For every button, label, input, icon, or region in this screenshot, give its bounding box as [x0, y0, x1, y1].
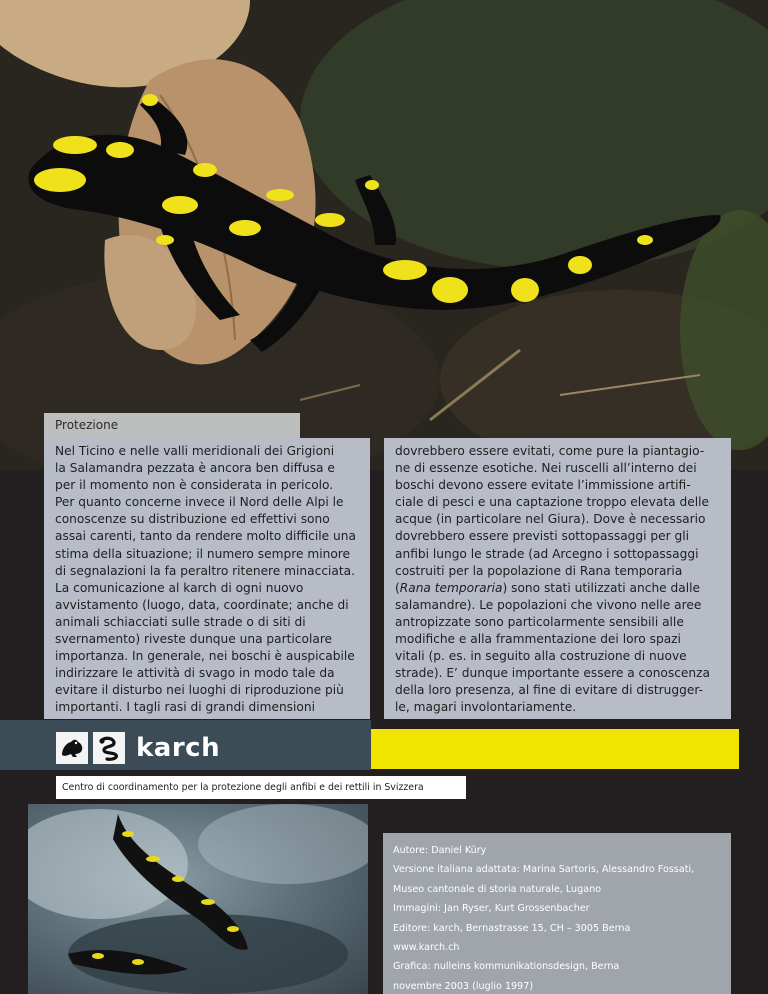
- credit-line: Versione italiana adattata: Marina Sartoris, Alessandro Fossati,: [393, 864, 695, 876]
- frog-icon: [56, 732, 88, 764]
- column-line: strade). E’ dunque importante essere a conoscenza: [395, 666, 711, 681]
- credit-line: Museo cantonale di storia naturale, Lugano: [393, 883, 602, 895]
- brand-name: karch: [136, 732, 221, 763]
- column-line: indirizzare le attività di svago in modo tale da: [55, 666, 335, 681]
- credits-panel: [383, 833, 731, 994]
- credit-line: Immagini: Jan Ryser, Kurt Grossenbacher: [393, 903, 590, 915]
- column-line: dovrebbero essere evitati, come pure la piantagio-: [395, 444, 705, 458]
- column-line: della loro presenza, al fine di evitare di distrugger-: [395, 683, 703, 698]
- column-line-italic: [395, 580, 721, 597]
- section-label: Protezione: [44, 413, 300, 438]
- column-line: Nel Ticino e nelle valli meridionali dei Grigioni: [55, 444, 335, 458]
- column-line: salamandre). Le popolazioni che vivono nelle aree: [395, 597, 702, 612]
- column-line: dovrebbero essere previsti sottopassaggi per gli: [395, 529, 690, 544]
- column-line: costruiti per la popolazione di Rana temporaria: [395, 563, 683, 578]
- column-line: le, magari involontariamente.: [395, 700, 577, 715]
- column-line: acque (in particolare nel Giura). Dove è necessario: [395, 512, 706, 527]
- column-line: ne di essenze esotiche. Nei ruscelli all’interno dei: [395, 461, 697, 476]
- credit-line: Editore: karch, Bernastrasse 15, CH – 3005 Berna: [393, 922, 631, 934]
- column-line: svernamento) riveste dunque una particolare: [55, 632, 333, 647]
- column-line: antropizzate sono particolarmente sensibili alle: [395, 614, 684, 629]
- species-name: Rana temporaria: [399, 580, 503, 595]
- salamander-photo: [0, 0, 768, 470]
- column-line: anfibi lungo le strade (ad Arcegno i sottopassaggi: [395, 546, 699, 561]
- column-line: assai carenti, tanto da rendere molto difficile una: [55, 529, 356, 544]
- column-line: importanti. I tagli rasi di grandi dimensioni: [55, 700, 315, 715]
- credit-line: novembre 2003 (luglio 1997): [393, 980, 534, 992]
- column-line: boschi devono essere evitate l’immissione artifi-: [395, 478, 691, 493]
- salamander-photo-small: [28, 804, 368, 994]
- column-line: conoscenze su distribuzione ed effettivi sono: [55, 512, 330, 527]
- column-line: avvistamento (luogo, data, coordinate; anche di: [55, 597, 349, 612]
- line-tail: ) sono stati utilizzati anche dalle: [502, 580, 701, 595]
- website-link[interactable]: www.karch.ch: [393, 942, 460, 954]
- column-line: la Salamandra pezzata è ancora ben diffusa e: [55, 461, 335, 476]
- column-line: vitali (p. es. in seguito alla costruzione di nuove: [395, 649, 687, 664]
- credit-line: Autore: Daniel Küry: [393, 845, 487, 856]
- karch-logo: [56, 729, 220, 766]
- column-line: ciale di pesci e una captazione troppo elevata delle: [395, 495, 709, 510]
- column-line: La comunicazione al karch di ogni nuovo: [55, 580, 304, 595]
- column-line: per il momento non è considerata in pericolo.: [55, 478, 334, 493]
- paren-open: (: [395, 580, 400, 595]
- column-line: stima della situazione; il numero sempre minore: [55, 546, 351, 561]
- text-column-left: [44, 438, 370, 719]
- column-line: animali schiacciati sulle strade o di siti di: [55, 614, 306, 629]
- yellow-band: [371, 729, 739, 769]
- text-column-right: [384, 438, 731, 719]
- column-line: Per quanto concerne invece il Nord delle Alpi le: [55, 495, 344, 510]
- credit-line: Grafica: nulleins kommunikationsdesign, Berna: [393, 961, 620, 973]
- column-line: evitare il disturbo nei luoghi di riproduzione più: [55, 683, 344, 698]
- tagline: Centro di coordinamento per la protezione degli anfibi e dei rettili in Svizzera: [56, 776, 466, 799]
- column-line: modifiche e alla frammentazione dei loro spazi: [395, 632, 681, 647]
- column-line: importanza. In generale, nei boschi è auspicabile: [55, 649, 355, 664]
- band-edge: [739, 720, 768, 770]
- column-line: di segnalazioni la fa peraltro ritenere minacciata.: [55, 563, 356, 578]
- snake-icon: [93, 732, 125, 764]
